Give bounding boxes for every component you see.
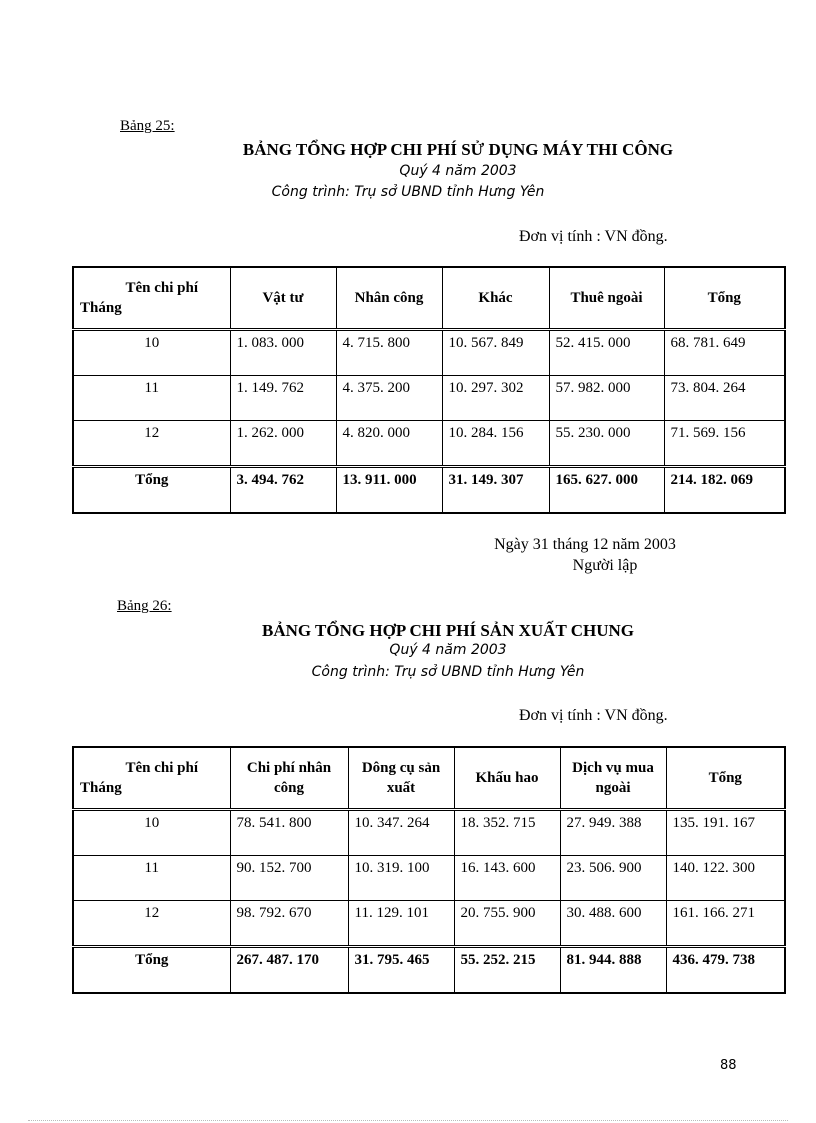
signature-role: Người lập: [572, 557, 638, 574]
table25-header-row: [73, 267, 785, 330]
column-header: Dịch vụ mua ngoài: [560, 747, 666, 810]
column-header: Khấu hao: [454, 747, 560, 810]
month-cell: 11: [73, 856, 230, 901]
value-cell: 140. 122. 300: [666, 856, 785, 901]
value-cell: 4. 715. 800: [336, 330, 442, 376]
table26-header-row: [73, 747, 785, 810]
table26-label: Bảng 26:: [117, 598, 172, 614]
table-total-row: [73, 947, 785, 994]
table25-unit: Đơn vị tính : VN đồng.: [519, 228, 668, 245]
value-cell: 52. 415. 000: [549, 330, 664, 376]
month-cell: 12: [73, 421, 230, 467]
column-header: Dông cụ sản xuất: [348, 747, 454, 810]
month-cell: 11: [73, 376, 230, 421]
table25-title: BẢNG TỔNG HỢP CHI PHÍ SỬ DỤNG MÁY THI CÔNG: [242, 140, 674, 159]
total-cell: 3. 494. 762: [230, 467, 336, 514]
value-cell: 18. 352. 715: [454, 810, 560, 856]
value-cell: 16. 143. 600: [454, 856, 560, 901]
total-cell: 31. 149. 307: [442, 467, 549, 514]
value-cell: 20. 755. 900: [454, 901, 560, 947]
value-cell: 161. 166. 271: [666, 901, 785, 947]
table-total-row: [73, 467, 785, 514]
table26-project: Công trình: Trụ sở UBND tỉnh Hưng Yên: [311, 664, 585, 680]
table26-title: BẢNG TỔNG HỢP CHI PHÍ SẢN XUẤT CHUNG: [262, 621, 634, 640]
column-header: Chi phí nhân công: [230, 747, 348, 810]
total-cell: 13. 911. 000: [336, 467, 442, 514]
total-cell: 81. 944. 888: [560, 947, 666, 994]
total-label-cell: Tổng: [73, 947, 230, 994]
table26-corner-cell: [73, 747, 230, 810]
table-row: [73, 330, 785, 376]
value-cell: 90. 152. 700: [230, 856, 348, 901]
value-cell: 11. 129. 101: [348, 901, 454, 947]
corner-top-label: Tên chi phí: [125, 280, 199, 296]
value-cell: 78. 541. 800: [230, 810, 348, 856]
month-cell: 10: [73, 330, 230, 376]
column-header: Thuê ngoài: [549, 267, 664, 330]
month-cell: 12: [73, 901, 230, 947]
value-cell: 98. 792. 670: [230, 901, 348, 947]
value-cell: 30. 488. 600: [560, 901, 666, 947]
value-cell: 10. 297. 302: [442, 376, 549, 421]
value-cell: 1. 262. 000: [230, 421, 336, 467]
total-label-cell: Tổng: [73, 467, 230, 514]
total-cell: 214. 182. 069: [664, 467, 785, 514]
table-row: [73, 901, 785, 947]
value-cell: 1. 083. 000: [230, 330, 336, 376]
column-header: Vật tư: [230, 267, 336, 330]
value-cell: 4. 820. 000: [336, 421, 442, 467]
table25-corner-cell: [73, 267, 230, 330]
table26-quarter: Quý 4 năm 2003: [389, 642, 507, 658]
value-cell: 10. 567. 849: [442, 330, 549, 376]
table25-quarter: Quý 4 năm 2003: [399, 163, 517, 179]
page-number: 88: [720, 1058, 737, 1073]
table25-label: Bảng 25:: [120, 118, 175, 134]
column-header: Nhân công: [336, 267, 442, 330]
column-header: Tổng: [664, 267, 785, 330]
column-header: Tổng: [666, 747, 785, 810]
value-cell: 57. 982. 000: [549, 376, 664, 421]
table-row: [73, 376, 785, 421]
value-cell: 10. 284. 156: [442, 421, 549, 467]
table25-project: Công trình: Trụ sở UBND tỉnh Hưng Yên: [271, 184, 545, 200]
total-cell: 31. 795. 465: [348, 947, 454, 994]
value-cell: 55. 230. 000: [549, 421, 664, 467]
value-cell: 135. 191. 167: [666, 810, 785, 856]
corner-bottom-label: Tháng: [80, 780, 122, 796]
table26: [72, 746, 786, 994]
value-cell: 10. 319. 100: [348, 856, 454, 901]
signature-date: Ngày 31 tháng 12 năm 2003: [494, 536, 676, 553]
value-cell: 1. 149. 762: [230, 376, 336, 421]
column-header: Khác: [442, 267, 549, 330]
corner-top-label: Tên chi phí: [125, 760, 199, 776]
value-cell: 73. 804. 264: [664, 376, 785, 421]
corner-bottom-label: Tháng: [80, 300, 122, 316]
value-cell: 10. 347. 264: [348, 810, 454, 856]
value-cell: 71. 569. 156: [664, 421, 785, 467]
table25: [72, 266, 786, 514]
value-cell: 27. 949. 388: [560, 810, 666, 856]
total-cell: 267. 487. 170: [230, 947, 348, 994]
table-row: [73, 421, 785, 467]
page-bottom-divider: [28, 1120, 788, 1121]
total-cell: 165. 627. 000: [549, 467, 664, 514]
value-cell: 68. 781. 649: [664, 330, 785, 376]
table-row: [73, 856, 785, 901]
table-row: [73, 810, 785, 856]
month-cell: 10: [73, 810, 230, 856]
total-cell: 436. 479. 738: [666, 947, 785, 994]
table26-unit: Đơn vị tính : VN đồng.: [519, 707, 668, 724]
total-cell: 55. 252. 215: [454, 947, 560, 994]
value-cell: 4. 375. 200: [336, 376, 442, 421]
value-cell: 23. 506. 900: [560, 856, 666, 901]
